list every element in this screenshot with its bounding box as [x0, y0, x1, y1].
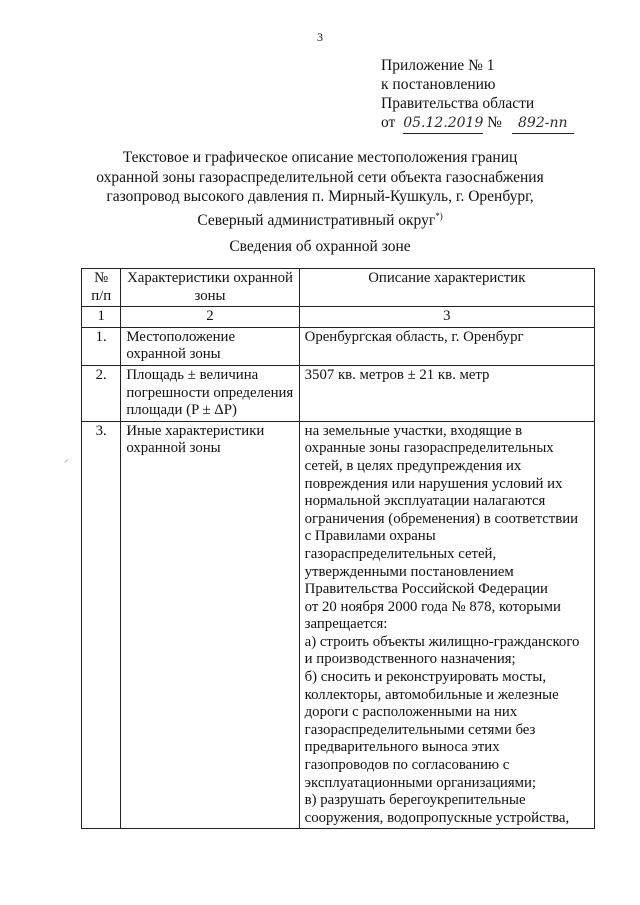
appendix-date-line — [381, 113, 574, 134]
margin-mark: ⸝ — [64, 454, 69, 464]
title-line-1: Текстовое и графическое описание местоположения границ — [122, 149, 518, 166]
appendix-line-3: Правительства области — [381, 95, 535, 112]
row-description: Оренбургская область, г. Оренбург — [299, 327, 594, 365]
header-description: Описание характеристик — [299, 269, 594, 307]
handwritten-number: 892-пп — [512, 114, 574, 134]
appendix-block — [381, 56, 574, 134]
row-num: 2. — [82, 365, 121, 421]
row-description: на земельные участки, входящие в охранные зоны газораспределительных сетей, в целях предупреждения их повреждения или нарушения условий их нормальной эксплуатации налагаются ограничения (обременения) в соответствии с Правилами охраны газораспределительных сетей, утвержденными постановлением Правительства Российской Федерации от 20 ноября 2000 года № 878, которыми запрещается: а) строить объекты жилищно-гражданского и производственного назначения; б) сносить и реконструировать мосты, коллекторы, автомобильные и железные дороги с расположенными на них газораспределительными сетями без предварительного выноса этих газопроводов по согласованию с эксплуатационными организациями; в) разрушать берегоукрепительные сооружения, водопропускные устройства, — [299, 421, 594, 829]
header-characteristic: Характеристики охранной зоны — [121, 269, 299, 307]
appendix-line-2: к постановлению — [381, 76, 496, 93]
document-title — [60, 148, 580, 230]
title-line-3: газопровод высокого давления п. Мирный-Кушкуль, г. Оренбург, — [106, 188, 534, 205]
section-subtitle: Сведения об охранной зоне — [229, 238, 411, 255]
footnote-mark: *) — [435, 210, 443, 221]
page-number: 3 — [317, 30, 323, 44]
zone-table — [81, 268, 595, 829]
table-row — [82, 365, 595, 421]
row-characteristic: Площадь ± величина погрешности определения площади (P ± ΔP) — [121, 365, 299, 421]
table-header-row — [82, 269, 595, 307]
handwritten-date: 05.12.2019 — [403, 114, 483, 134]
col-number-3: 3 — [299, 307, 594, 328]
header-num: № п/п — [82, 269, 121, 307]
title-line-4-text: Северный административный округ — [197, 211, 436, 229]
title-line-2: охранной зоны газораспределительной сети объекта газоснабжения — [96, 168, 544, 186]
col-number-1: 1 — [82, 307, 121, 328]
column-number-row — [82, 307, 595, 328]
date-prefix: от — [381, 114, 396, 131]
row-description: 3507 кв. метров ± 21 кв. метр — [299, 365, 594, 421]
appendix-line-1: Приложение № 1 — [381, 57, 495, 74]
col-number-2: 2 — [121, 307, 299, 328]
table-row — [82, 421, 595, 829]
number-prefix: № — [487, 114, 502, 131]
row-characteristic: Иные характеристики охранной зоны — [121, 421, 299, 829]
row-num: 3. — [82, 421, 121, 829]
table-row — [82, 327, 595, 365]
row-num: 1. — [82, 327, 121, 365]
row-characteristic: Местоположение охранной зоны — [121, 327, 299, 365]
title-line-4 — [60, 207, 580, 231]
